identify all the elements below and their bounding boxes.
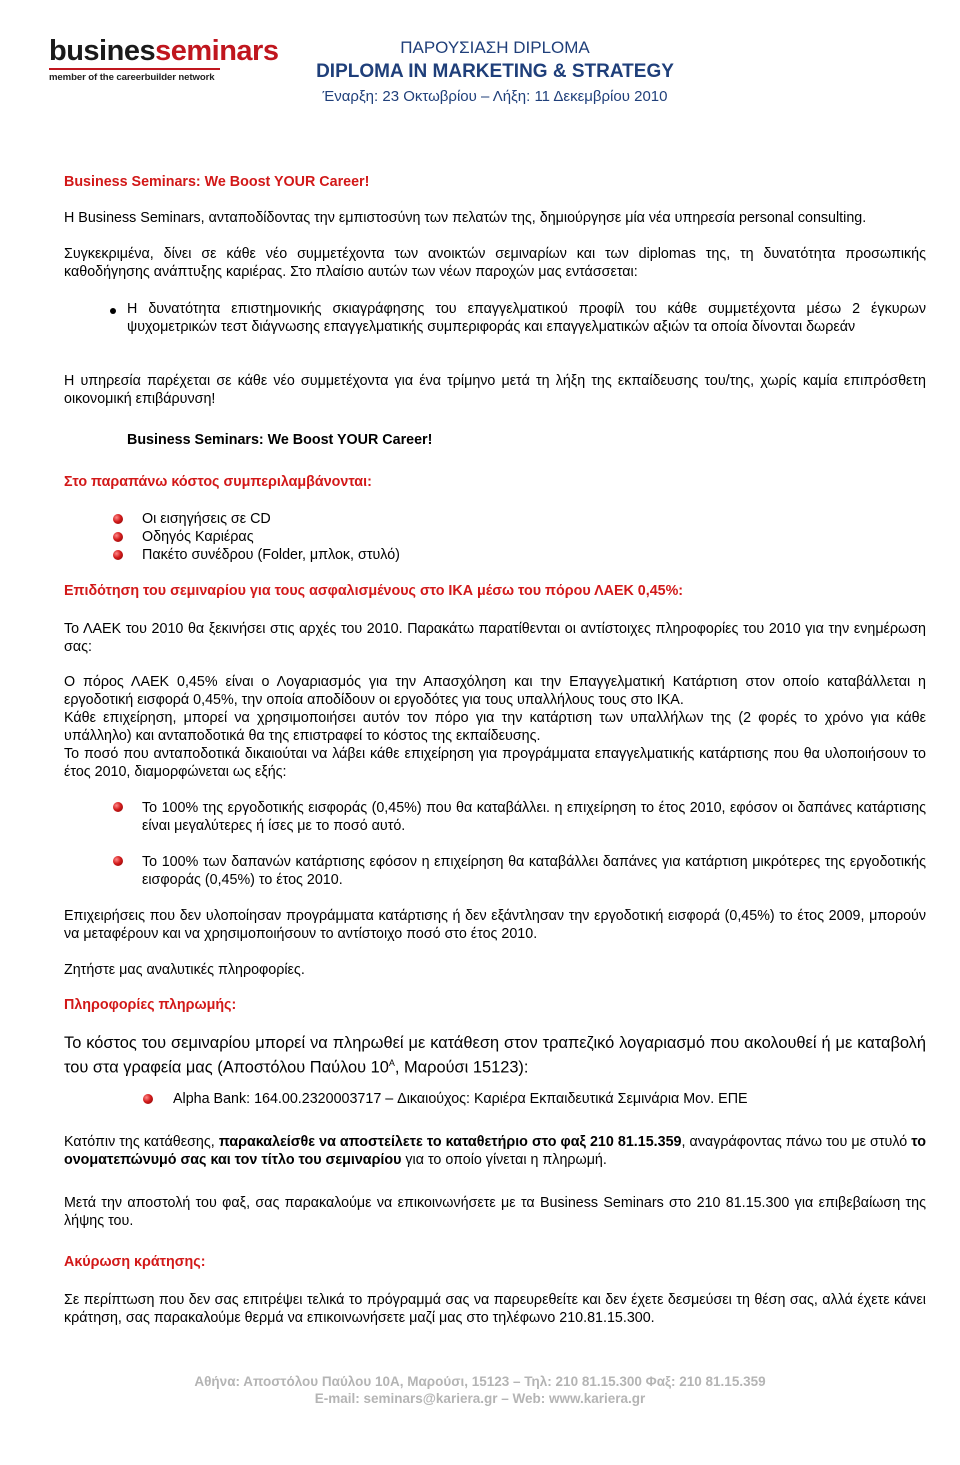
bullet-dot [110, 308, 116, 314]
company-logo [49, 35, 279, 92]
subsidy-paragraph-6: Ζητήστε μας αναλυτικές πληροφορίες. [64, 962, 305, 978]
intro-bullet: Η δυνατότητα επιστημονικής σκιαγράφησης του επαγγελματικού προφίλ του κάθε συμμετέχοντα μέσω 2 έγκυρων ψυχομετρικών τεστ διάγνωσης επαγγελματικής συμπεριφοράς και επαγγελματικών αξιών τα οποία δίνονται δωρεάν [127, 301, 926, 335]
header-presentation: ΠΑΡΟΥΣΙΑΣΗ DIPLOMA [400, 38, 590, 57]
cost-heading: Στο παραπάνω κόστος συμπεριλαμβάνονται: [64, 474, 372, 490]
payment-paragraph-2: Κατόπιν της κατάθεσης, παρακαλείσθε να αποστείλετε το καταθετήριο στο φαξ 210 81.15.359, αναγράφοντας πάνω του με στυλό το ονοματεπώνυμό σας και τον τίτλο του σεμιναρίου για το οποίο γίνεται η πληρωμή. [64, 1134, 926, 1168]
subsidy-paragraph-4: Το ποσό που ανταποδοτικά δικαιούται να λάβει κάθε επιχείρηση για προγράμματα επαγγελματικής κατάρτισης που θα υλοποιήσουν το έτος 2010, διαμορφώνεται ως εξής: [64, 746, 926, 780]
slogan: Business Seminars: We Boost YOUR Career! [127, 432, 433, 448]
cost-item: Πακέτο συνέδρου (Folder, μπλοκ, στυλό) [142, 547, 400, 563]
subsidy-heading: Επιδότηση του σεμιναρίου για τους ασφαλισμένους στο ΙΚΑ μέσω του πόρου ΛΑΕΚ 0,45%: [64, 583, 684, 599]
footer-address: Αθήνα: Αποστόλου Παύλου 10Α, Μαρούσι, 15123 – Τηλ: 210 81.15.300 Φαξ: 210 81.15.359 [194, 1374, 766, 1389]
bullet-icon [113, 856, 123, 866]
header-dates: Έναρξη: 23 Οκτωβρίου – Λήξη: 11 Δεκεμβρίου 2010 [322, 88, 668, 105]
subsidy-paragraph-2: Ο πόρος ΛΑΕΚ 0,45% είναι ο Λογαριασμός για την Απασχόληση και την Επαγγελματική Κατάρτιση στον οποίο καταβάλλεται η εργοδοτική εισφορά 0,45%, την οποία αποδίδουν οι εργοδότες για τους υπαλλήλους τους στο ΙΚΑ. [64, 674, 926, 708]
header-program-title: DIPLOMA IN MARKETING & STRATEGY [316, 61, 674, 82]
bullet-icon [143, 1094, 153, 1104]
logo-underline [49, 68, 220, 70]
subsidy-bullet-1: Το 100% της εργοδοτικής εισφοράς (0,45%) που θα καταβάλλει. η επιχείρηση το έτος 2010, εφόσον οι δαπάνες κατάρτισης είναι μεγαλύτερες ή ίσες με το ποσό αυτό. [142, 800, 926, 834]
footer-contact: E-mail: seminars@kariera.gr – Web: www.kariera.gr [314, 1391, 646, 1406]
cost-item: Οι εισηγήσεις σε CD [142, 511, 271, 527]
payment-heading: Πληροφορίες πληρωμής: [64, 997, 237, 1013]
intro-paragraph-3: Η υπηρεσία παρέχεται σε κάθε νέο συμμετέχοντα για ένα τρίμηνο μετά τη λήξη της εκπαίδευσης του/της, χωρίς καμία επιπρόσθετη οικονομική επιβάρυνση! [64, 373, 926, 407]
intro-heading: Business Seminars: We Boost YOUR Career! [64, 174, 370, 190]
cancel-heading: Ακύρωση κράτησης: [64, 1254, 206, 1270]
bullet-icon [113, 514, 123, 524]
bullet-icon [113, 802, 123, 812]
payment-paragraph-1: Το κόστος του σεμιναρίου μπορεί να πληρωθεί με κατάθεση στον τραπεζικό λογαριασμό που ακολουθεί ή με καταβολή του στα γραφεία μας (Αποστόλου Παύλου $10^A$, Μαρούσι 15123): [64, 1034, 926, 1077]
logo-wordmark: businesseminars [49, 35, 279, 67]
bank-account: Alpha Bank: 164.00.2320003717 – Δικαιούχος: Καριέρα Εκπαιδευτικά Σεμινάρια Μον. ΕΠΕ [173, 1091, 748, 1107]
cancel-paragraph: Σε περίπτωση που δεν σας επιτρέψει τελικά το πρόγραμμά σας να παρευρεθείτε και δεν έχετε δεσμεύσει τη θέση σας, αλλά έχετε κάνει κράτηση, σας παρακαλούμε θερμά να επικοινωνήσετε μαζί μας στο τηλέφωνο 210.81.15.300. [64, 1292, 926, 1326]
bullet-icon [113, 532, 123, 542]
subsidy-paragraph-1: Το ΛΑΕΚ του 2010 θα ξεκινήσει στις αρχές του 2010. Παρακάτω παρατίθενται οι αντίστοιχες πληροφορίες του 2010 για την ενημέρωση σας: [64, 621, 926, 655]
payment-paragraph-3: Μετά την αποστολή του φαξ, σας παρακαλούμε να επικοινωνήσετε με τα Business Seminars στο 210 81.15.300 για επιβεβαίωση της λήψης του. [64, 1195, 926, 1229]
logo-subtitle: member of the careerbuilder network [49, 72, 215, 83]
subsidy-paragraph-3: Κάθε επιχείρηση, μπορεί να χρησιμοποιήσει αυτόν τον πόρο για την κατάρτιση των υπαλλήλων της (2 φορές το χρόνο για κάθε υπάλληλο) και ανταποδοτικά θα της επιστραφεί το κόστος της εκπαίδευσης. [64, 710, 926, 744]
intro-paragraph-1: H Business Seminars, ανταποδίδοντας την εμπιστοσύνη των πελατών της, δημιούργησε μία νέα υπηρεσία personal consulting. [64, 210, 867, 226]
subsidy-paragraph-5: Επιχειρήσεις που δεν υλοποίησαν προγράμματα κατάρτισης ή δεν εξάντλησαν την εργοδοτική εισφορά (0,45%) το έτος 2009, μπορούν να μεταφέρουν και να χρησιμοποιήσουν το αντίστοιχο ποσό στο έτος 2010. [64, 908, 926, 942]
subsidy-bullet-2: Το 100% των δαπανών κατάρτισης εφόσον η επιχείρηση θα καταβάλλει δαπάνες για κατάρτιση μικρότερες της εργοδοτικής εισφοράς (0,45%) το έτος 2010. [142, 854, 926, 888]
cost-item: Οδηγός Καριέρας [142, 529, 254, 545]
intro-paragraph-2: Συγκεκριμένα, δίνει σε κάθε νέο συμμετέχοντα των ανοικτών σεμιναρίων και των diplomas της, τη δυνατότητα προσωπικής καθοδήγησης ανάπτυξης καριέρας. Στο πλαίσιο αυτών των νέων παροχών μας εντάσσεται: [64, 246, 926, 280]
bullet-icon [113, 550, 123, 560]
